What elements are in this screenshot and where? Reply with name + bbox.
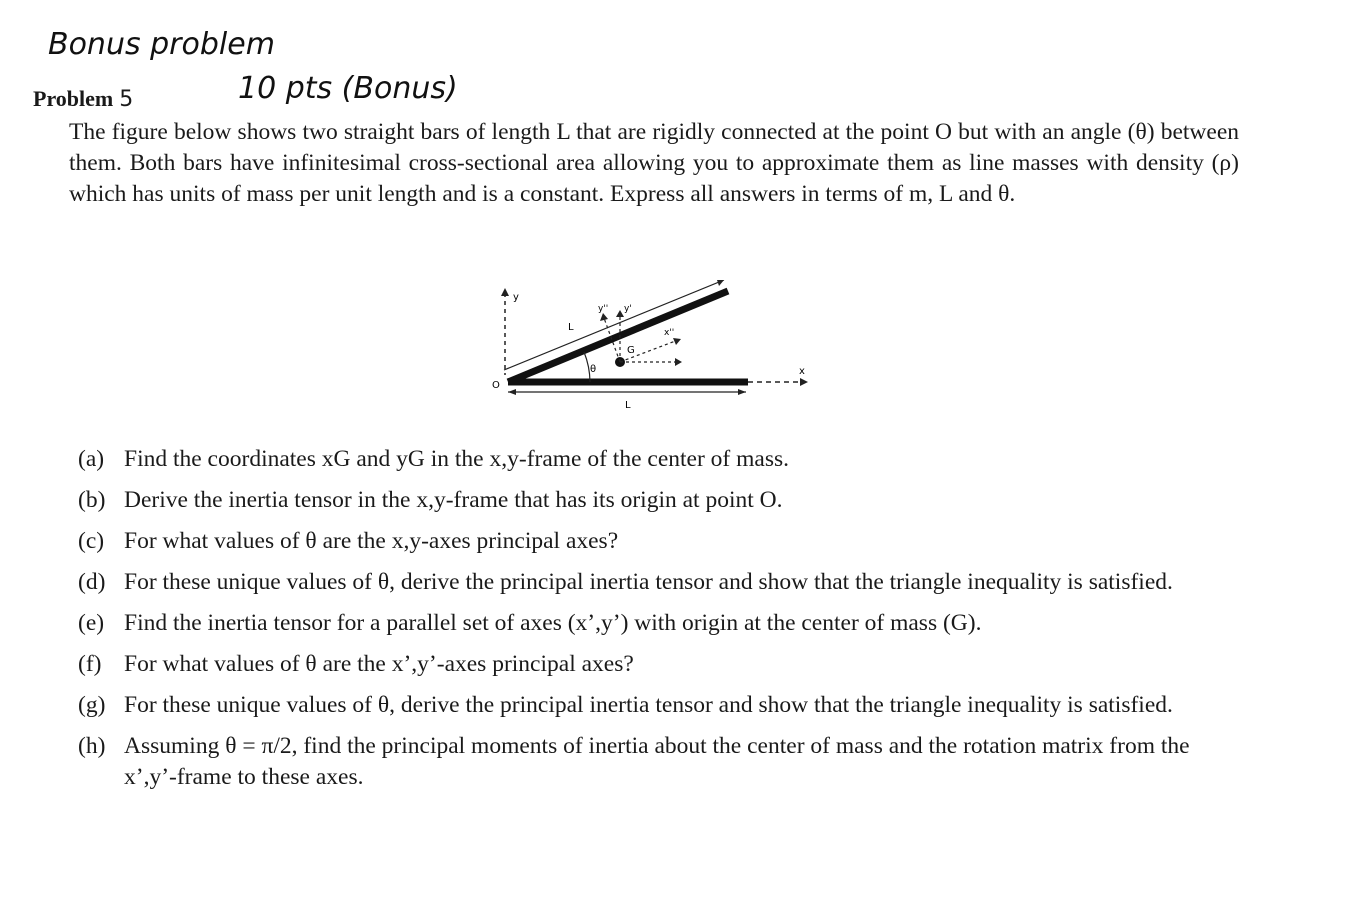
part-label: (d) xyxy=(78,569,106,595)
question-parts xyxy=(78,444,1248,803)
x-double-prime-label: x'' xyxy=(664,328,675,338)
question-part xyxy=(78,690,1248,721)
part-label: (e) xyxy=(78,610,105,636)
problem-intro: The figure below shows two straight bars of length L that are rigidly connected at the point O but with an angle (θ) between them. Both bars have infinitesimal cross-sectional area allowing you to approximate them as line masses with density (ρ) which has units of mass per unit length and is a constant. Express all answers in terms of m, L and θ. xyxy=(69,119,1239,207)
question-part xyxy=(78,731,1248,793)
x-prime-arrow-icon xyxy=(675,358,682,366)
question-part xyxy=(78,526,1248,557)
inclined-bar xyxy=(508,291,728,382)
x-axis-arrow-icon xyxy=(800,378,808,386)
two-bar-figure xyxy=(480,280,820,420)
part-text: Find the coordinates xG and yG in the x,y-frame of the center of mass. xyxy=(124,446,789,472)
top-length-line xyxy=(504,280,724,370)
problem-label: Problem xyxy=(33,86,114,111)
part-text: Derive the inertia tensor in the x,y-frame that has its origin at point O. xyxy=(124,487,783,513)
bottom-length-right-arrow-icon xyxy=(738,389,746,395)
part-label: (c) xyxy=(78,528,105,554)
part-label: (f) xyxy=(78,651,102,677)
y-prime-label: y' xyxy=(624,304,632,314)
part-label: (a) xyxy=(78,446,105,472)
question-part xyxy=(78,567,1248,598)
problem-number: 5 xyxy=(119,87,134,112)
annotation-bonus-problem: Bonus problem xyxy=(48,28,275,62)
angle-label: θ xyxy=(590,364,597,375)
question-part xyxy=(78,485,1248,516)
part-text: For these unique values of θ, derive the principal inertia tensor and show that the triangle inequality is satisfied. xyxy=(124,569,1173,595)
question-part xyxy=(78,444,1248,475)
part-label: (h) xyxy=(78,733,106,759)
x-double-prime-arrow-icon xyxy=(673,338,681,345)
part-text: For what values of θ are the x,y-axes principal axes? xyxy=(124,528,619,554)
origin-label: O xyxy=(492,380,500,391)
part-label: (b) xyxy=(78,487,106,513)
part-label: (g) xyxy=(78,692,106,718)
y-axis-label: y xyxy=(513,292,519,303)
top-length-label: L xyxy=(568,322,574,333)
bottom-length-label: L xyxy=(625,400,631,411)
x-axis-label: x xyxy=(799,366,805,377)
y-double-prime-arrow-icon xyxy=(600,313,608,321)
y-axis-arrow-icon xyxy=(501,288,509,296)
center-of-mass-label: G xyxy=(627,345,635,356)
part-text: Find the inertia tensor for a parallel set of axes (x’,y’) with origin at the center of mass (G). xyxy=(124,610,982,636)
part-text: Assuming θ = π/2, find the principal moments of inertia about the center of mass and the rotation matrix from the x’,y’-frame to these axes. xyxy=(124,733,1190,790)
annotation-points: 10 pts (Bonus) xyxy=(238,71,458,106)
top-length-arrow-icon xyxy=(717,280,724,286)
part-text: For these unique values of θ, derive the principal inertia tensor and show that the triangle inequality is satisfied. xyxy=(124,692,1173,718)
y-double-prime-label: y'' xyxy=(598,304,609,314)
part-text: For what values of θ are the x’,y’-axes principal axes? xyxy=(124,651,634,677)
y-prime-arrow-icon xyxy=(616,310,624,317)
problem-heading xyxy=(33,86,133,112)
question-part xyxy=(78,608,1248,639)
question-part xyxy=(78,649,1248,680)
bottom-length-left-arrow-icon xyxy=(508,389,516,395)
